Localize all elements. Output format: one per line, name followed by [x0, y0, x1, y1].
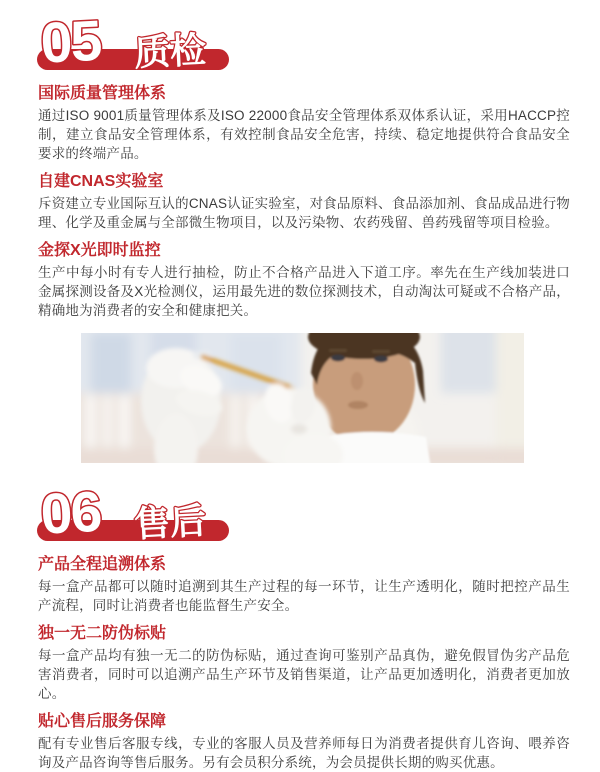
item-body: 斥资建立专业国际互认的CNAS认证实验室，对食品原料、食品添加剂、食品成品进行物理、化学及重金属与全部微生物项目，以及污染物、农药残留、兽药残留等项目检验。	[38, 196, 570, 230]
section-06-banner	[34, 477, 274, 541]
section-number: 05	[39, 8, 102, 70]
item-body: 通过ISO 9001质量管理体系及ISO 22000食品安全管理体系双体系认证，采用HACCP控制，建立食品安全管理体系，有效控制食品安全危害，持续、稳定地提供符合食品安全要求的终端产品。	[38, 108, 570, 161]
item-after-sales-service	[38, 713, 570, 772]
item-xray-monitoring	[38, 242, 570, 320]
item-quality-system	[38, 85, 570, 163]
item-heading: 金探X光即时监控	[38, 242, 161, 259]
item-heading: 独一无二防伪标贴	[38, 625, 167, 642]
section-header-06	[34, 477, 600, 546]
item-cnas-lab	[38, 173, 570, 232]
page	[0, 6, 600, 770]
section-06-items	[38, 556, 570, 772]
lab-technician-pipette-photo	[81, 333, 524, 463]
item-anticounterfeit-label	[38, 625, 570, 703]
section-05-items	[38, 85, 570, 320]
item-heading: 国际质量管理体系	[38, 85, 167, 102]
item-traceability	[38, 556, 570, 615]
section-05-banner	[34, 6, 274, 70]
item-heading: 产品全程追溯体系	[38, 556, 167, 573]
item-body: 每一盒产品都可以随时追溯到其生产过程的每一环节，让生产透明化，随时把控产品生产流程，同时让消费者也能监督生产安全。	[38, 579, 570, 613]
item-heading: 贴心售后服务保障	[38, 713, 167, 730]
section-title: 售后	[132, 499, 208, 541]
item-heading: 自建CNAS实验室	[38, 173, 164, 190]
section-header-05	[34, 6, 600, 75]
section-title: 质检	[132, 28, 208, 70]
item-body: 配有专业售后客服专线，专业的客服人员及营养师每日为消费者提供育儿咨询、喂养咨询及产品咨询等售后服务。另有会员积分系统，为会员提供长期的购买优惠。	[38, 736, 570, 770]
section-number: 06	[39, 479, 102, 541]
item-body: 每一盒产品均有独一无二的防伪标贴，通过查询可鉴别产品真伪，避免假冒伪劣产品危害消费者，同时可以追溯产品生产环节及销售渠道，让产品更加透明化，消费者更加放心。	[38, 648, 570, 701]
item-body: 生产中每小时有专人进行抽检，防止不合格产品进入下道工序。率先在生产线加装进口金属探测设备及X光检测仪，运用最先进的数位探测技术，自动淘汰可疑或不合格产品，精确地为消费者的安全和健康把关。	[38, 265, 570, 318]
